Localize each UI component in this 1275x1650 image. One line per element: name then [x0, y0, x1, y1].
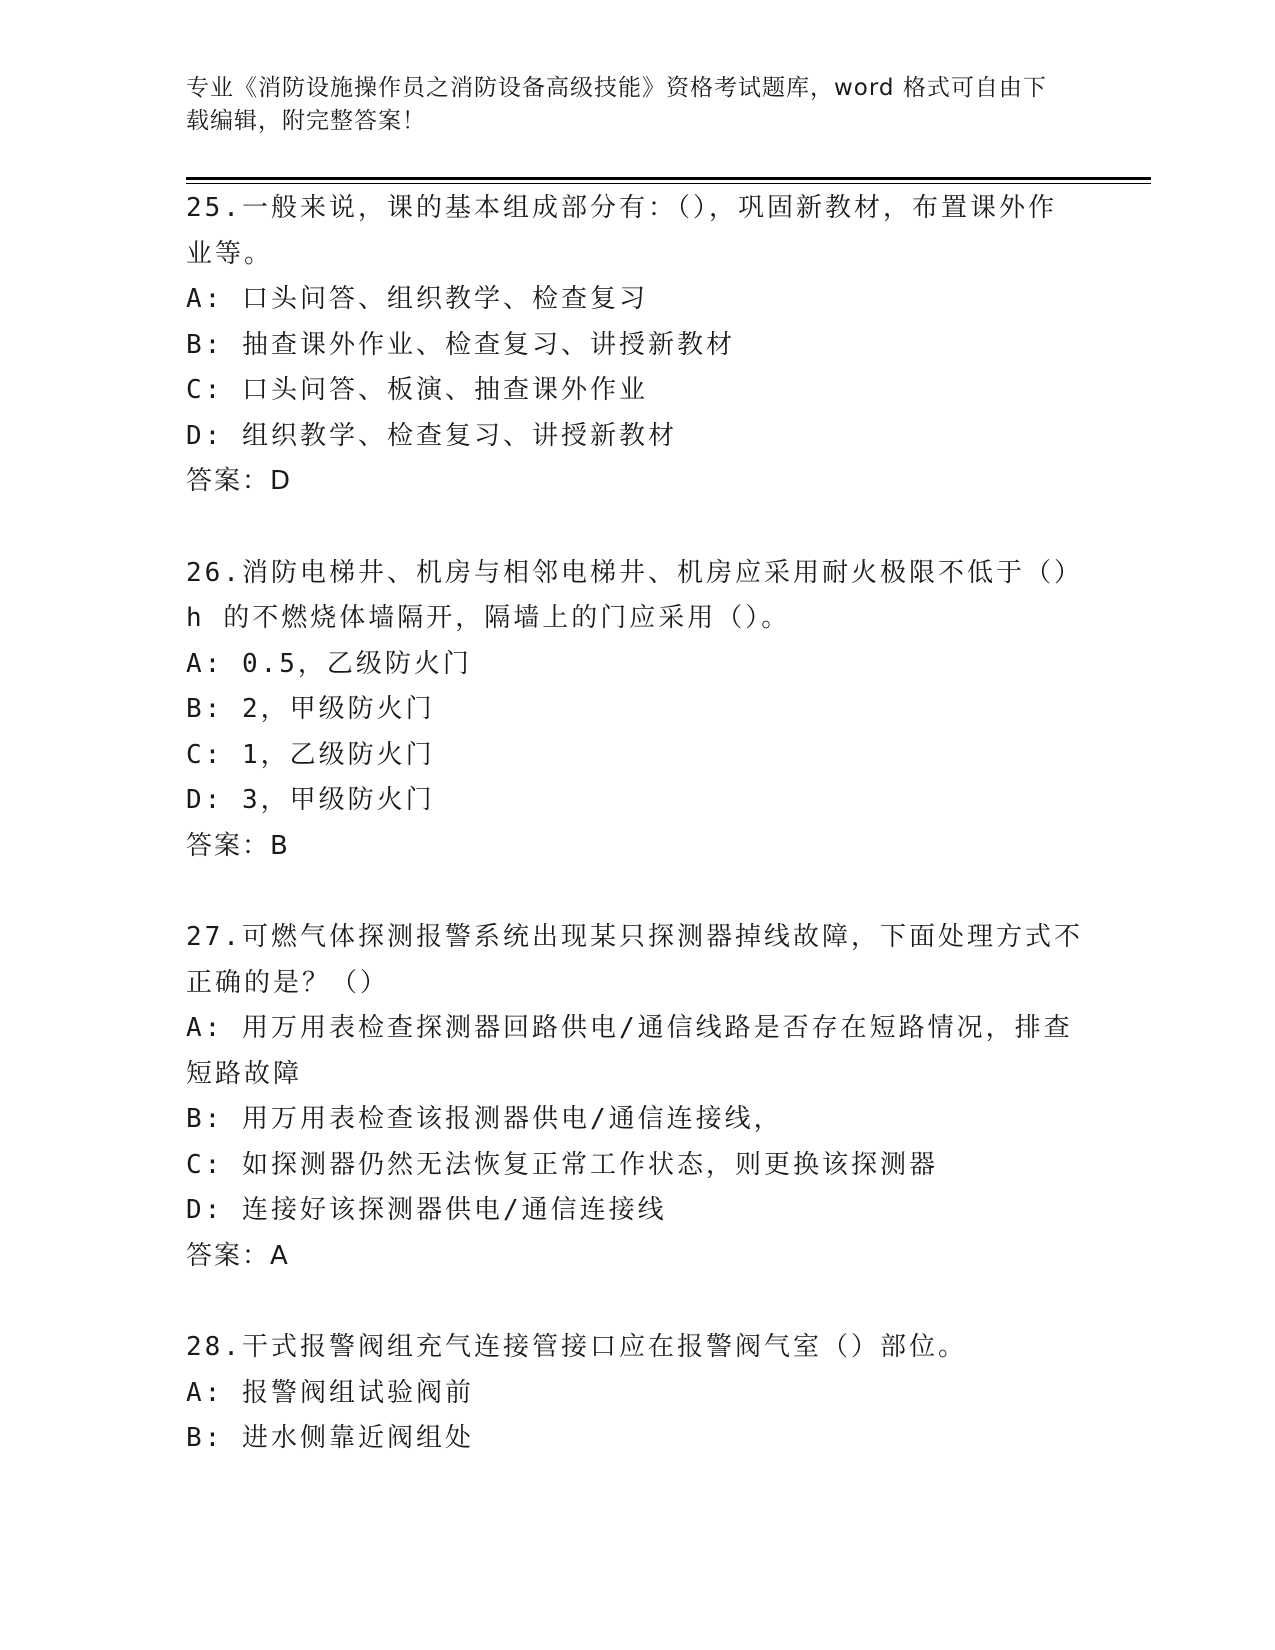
- option-a: A: 口头问答、组织教学、检查复习: [186, 284, 648, 314]
- option-d: D: 组织教学、检查复习、讲授新教材: [186, 420, 677, 451]
- option-c: C: 1，乙级防火门: [186, 739, 435, 770]
- option-d: D: 3，甲级防火门: [186, 785, 435, 815]
- option-b: B: 抽查课外作业、检查复习、讲授新教材: [186, 329, 735, 360]
- question-stem: 正确的是？（）: [186, 967, 390, 998]
- question-28: [186, 1325, 1086, 1462]
- question-stem: 业等。: [186, 238, 274, 269]
- answer-line: 答案：B: [186, 830, 290, 861]
- answer-line: 答案：A: [186, 1240, 290, 1271]
- option-b: B: 2，甲级防火门: [186, 694, 435, 724]
- header-line-1: 专业《消防设施操作员之消防设备高级技能》资格考试题库，word 格式可自由下: [186, 75, 1047, 101]
- option-a-continued: 短路故障: [186, 1058, 303, 1089]
- header-divider-thick: [186, 177, 1151, 180]
- answer-line: 答案：D: [186, 466, 293, 496]
- question-26: [186, 551, 1086, 870]
- question-stem: 26.消防电梯井、机房与相邻电梯井、机房应采用耐火极限不低于（）: [186, 557, 1083, 588]
- header-divider-thin: [186, 183, 1151, 184]
- question-25: [186, 186, 1086, 505]
- question-stem: 28.干式报警阀组充气连接管接口应在报警阀气室（）部位。: [186, 1332, 967, 1362]
- question-stem: 25.一般来说，课的基本组成部分有：（），巩固新教材，布置课外作: [186, 193, 1057, 223]
- header-line-2: 载编辑，附完整答案！: [186, 108, 426, 134]
- option-a: A: 0.5，乙级防火门: [186, 648, 472, 679]
- question-stem: h 的不燃烧体墙隔开，隔墙上的门应采用（）。: [186, 603, 791, 633]
- option-a: A: 用万用表检查探测器回路供电/通信线路是否存在短路情况，排查: [186, 1013, 1073, 1043]
- document-header: [186, 72, 1066, 138]
- option-c: C: 如探测器仍然无法恢复正常工作状态，则更换该探测器: [186, 1149, 938, 1180]
- option-a: A: 报警阀组试验阀前: [186, 1377, 474, 1408]
- question-27: [186, 915, 1086, 1279]
- question-list: [186, 186, 1086, 1508]
- option-b: B: 用万用表检查该报测器供电/通信连接线，: [186, 1104, 783, 1134]
- option-b: B: 进水侧靠近阀组处: [186, 1423, 474, 1453]
- option-c: C: 口头问答、板演、抽查课外作业: [186, 375, 648, 405]
- option-d: D: 连接好该探测器供电/通信连接线: [186, 1195, 667, 1225]
- question-stem: 27.可燃气体探测报警系统出现某只探测器掉线故障，下面处理方式不: [186, 922, 1083, 952]
